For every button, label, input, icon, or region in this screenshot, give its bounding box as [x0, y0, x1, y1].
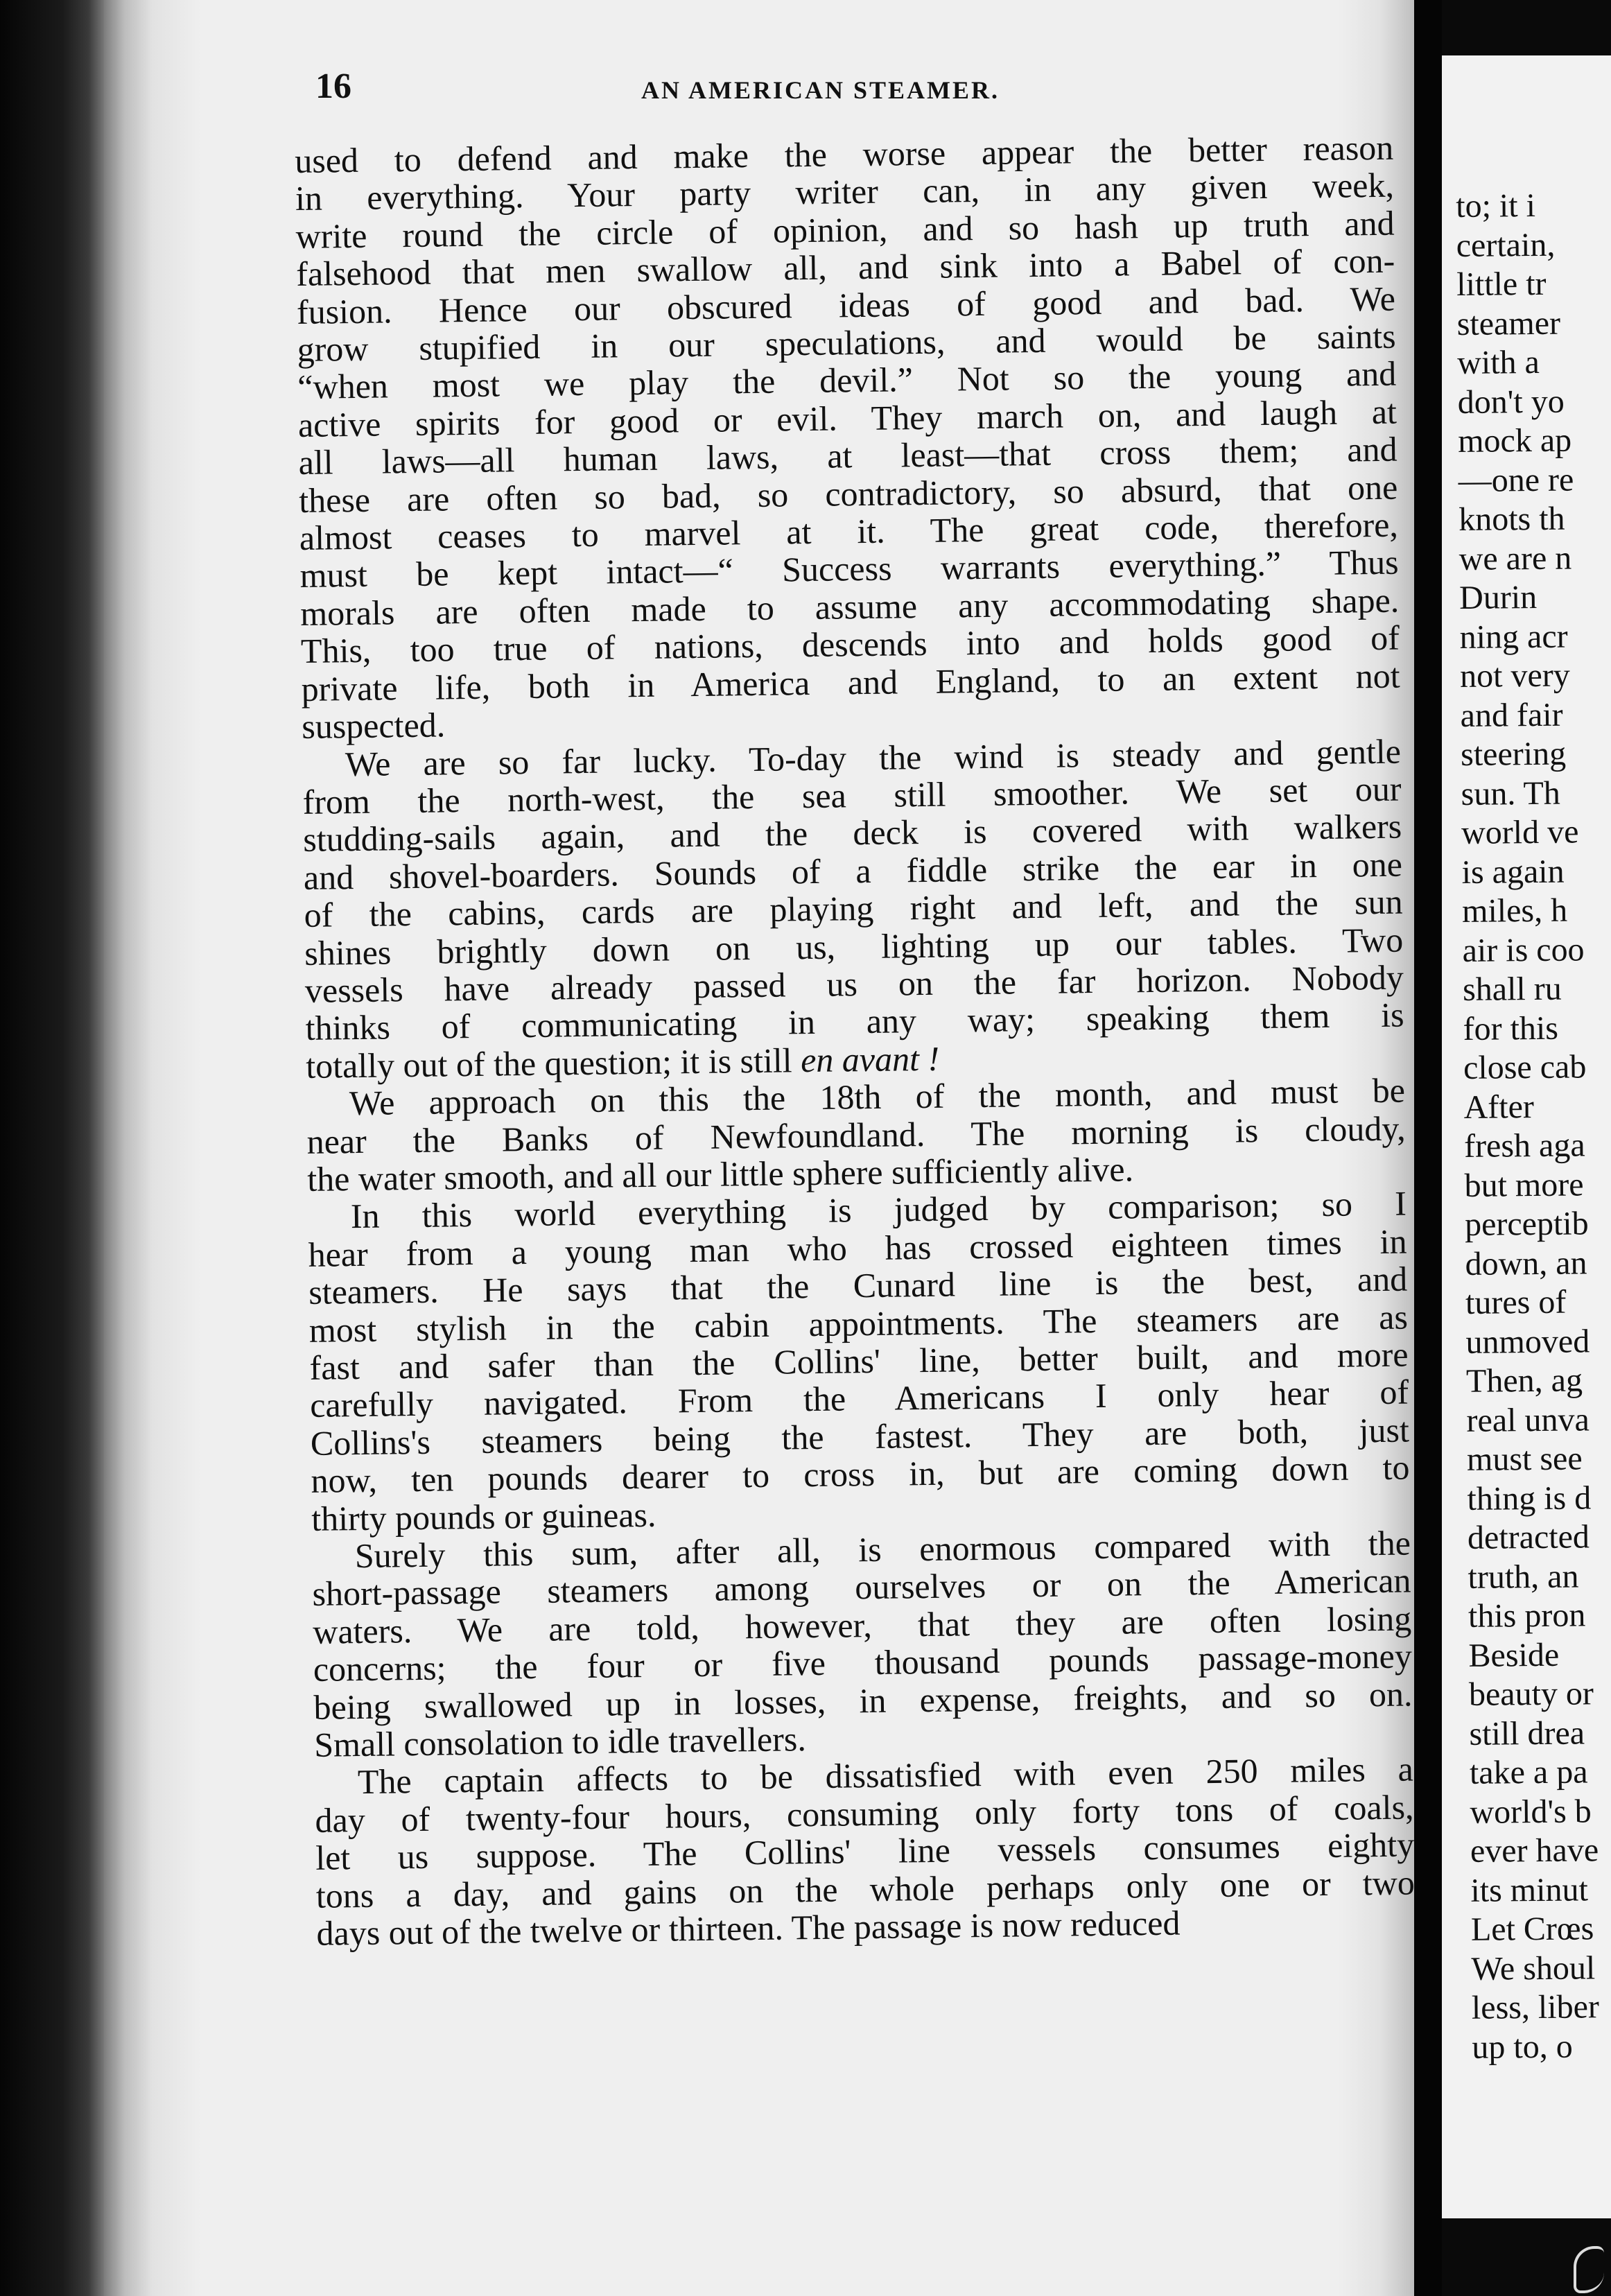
text-line: miles, h [1461, 892, 1568, 930]
text-line: near the Banks of Newfoundland. The morning is cloudy, [306, 1108, 1406, 1161]
text-line: shall ru [1462, 970, 1562, 1008]
text-line: studding-sails again, and the deck is covered with walkers [302, 806, 1402, 860]
right-page-fragment [1456, 186, 1611, 2067]
text-line: mock ap [1457, 421, 1572, 460]
text-line: waters. We are told, however, that they are often losing [312, 1599, 1412, 1651]
page-gutter [1414, 0, 1442, 2296]
text-line: with a [1456, 343, 1540, 381]
text-line: in everything. Your party writer can, in any given week, [295, 166, 1395, 218]
text-line: truth, an [1468, 1558, 1579, 1596]
text-line: active spirits for good or evil. They march on, and laugh at [297, 392, 1397, 444]
text-line: beauty or [1468, 1675, 1594, 1713]
text-line: private life, both in America and England, to an extent not [301, 656, 1400, 708]
paragraph [295, 129, 1401, 746]
text-line: don't yo [1457, 383, 1565, 421]
text-line: carefully navigated. From the Americans I only hear of [309, 1372, 1409, 1425]
text-line: fast and safer than the Collins' line, better built, and more [309, 1334, 1409, 1387]
text-line: detracted [1467, 1518, 1590, 1556]
text-line: now, ten pounds dearer to cross in, but are coming down to [311, 1447, 1410, 1501]
text-line: tons a day, and gains on the whole perhaps only one or two [315, 1863, 1416, 1915]
text-line: ever have [1470, 1832, 1599, 1870]
text-line: most stylish in the cabin appointments. The steamers are as [308, 1297, 1409, 1350]
text-line: from the north-west, the sea still smoother. We set our [302, 769, 1402, 821]
text-line: We shoul [1471, 1949, 1596, 1988]
text-line: falsehood that men swallow all, and sink into a Babel of con- [295, 241, 1395, 294]
text-line: its minut [1470, 1870, 1589, 1909]
italic-phrase: en avant ! [800, 1038, 940, 1079]
text-line: must be kept intact—“ Success warrants everything.” Thus [299, 543, 1399, 595]
text-line: being swallowed up in losses, in expense, freights, and so on. [313, 1674, 1413, 1727]
text-line: the water smooth, and all our little sphere sufficiently alive. [306, 1149, 1134, 1199]
text-line: We are so far lucky. To-day the wind is steady and gentle [345, 731, 1402, 783]
paragraph [308, 1185, 1411, 1538]
page-number: 16 [315, 67, 351, 106]
text-line: Let Crœs [1470, 1910, 1594, 1948]
text-line: almost ceases to marvel at it. The great code, therefore, [299, 505, 1399, 558]
text-line: close cab [1463, 1048, 1587, 1086]
text-line: certain, [1456, 226, 1556, 264]
text-line: concerns; the four or five thousand pounds passage-money [313, 1636, 1413, 1689]
left-page-body [295, 129, 1416, 1953]
text-line: is again [1461, 853, 1565, 891]
page-title: AN AMERICAN STEAMER. [641, 76, 1000, 104]
text-line: fresh aga [1463, 1127, 1585, 1165]
text-line: Collins's steamers being the fastest. They are both, just [310, 1410, 1410, 1463]
text-line: thirty pounds or guineas. [311, 1495, 656, 1538]
paragraph [312, 1524, 1413, 1764]
text-line: This, too true of nations, descends into and holds good of [300, 618, 1400, 671]
paragraph [306, 1072, 1407, 1199]
text-line: to; it i [1456, 186, 1536, 225]
text-line: we are n [1458, 539, 1572, 577]
text-line: thinks of communicating in any way; speaking them is [305, 995, 1404, 1048]
text-line: —one re [1458, 461, 1574, 499]
text-line: write round the circle of opinion, and so hash up truth and [295, 203, 1395, 256]
text-line: thing is d [1467, 1479, 1592, 1517]
text-line: air is coo [1462, 930, 1585, 969]
text-line: Then, ag [1465, 1362, 1583, 1400]
text-line: short-passage steamers among ourselves or on the American [312, 1560, 1411, 1614]
text-line: less, liber [1471, 1988, 1600, 2026]
text-line: real unva [1466, 1400, 1590, 1439]
text-line: steamer [1456, 304, 1561, 342]
text-line: take a pa [1469, 1753, 1588, 1791]
text-line: used to defend and make the worse appear the better reason [294, 128, 1394, 180]
text-line: Durin [1458, 579, 1538, 616]
text-line: Beside [1468, 1636, 1560, 1674]
text-line: let us suppose. The Collins' line vessels consumes eighty [315, 1825, 1415, 1878]
paragraph [302, 732, 1405, 1085]
text-line: and fair [1460, 696, 1563, 734]
text-line: down, an [1465, 1244, 1587, 1282]
text-line: all laws—all human laws, at least—that cross them; and [298, 429, 1397, 482]
text-line: these are often so bad, so contradictory, so absurd, that one [298, 467, 1398, 520]
text-line: suspected. [301, 705, 446, 747]
text-line: After [1463, 1088, 1535, 1126]
text-line: hear from a young man who has crossed eighteen times in [308, 1221, 1407, 1274]
text-line: and shovel-boarders. Sounds of a fiddle strike the ear in one [303, 844, 1403, 897]
text-line: for this [1463, 1009, 1559, 1047]
text-line: but more [1464, 1165, 1584, 1204]
text-line: totally out of the question; it is still en avant ! [305, 1038, 940, 1086]
text-line: still drea [1469, 1714, 1585, 1753]
text-line: We approach on this the 18th of the month, and must be [349, 1070, 1406, 1123]
paragraph [315, 1750, 1416, 1952]
text-line: vessels have already passed us on the far horizon. Nobody [304, 957, 1404, 1010]
text-line: tures of [1465, 1283, 1567, 1321]
text-line: unmoved [1465, 1322, 1590, 1361]
text-line: world ve [1461, 813, 1579, 851]
text-line: steering [1460, 735, 1567, 773]
text-line: this pron [1468, 1597, 1586, 1635]
text-line: The captain affects to be dissatisfied with even 250 miles a [357, 1749, 1414, 1802]
text-line: “when most we play the devil.” Not so the young and [297, 354, 1397, 407]
text-line: world's b [1470, 1792, 1592, 1831]
text-line: ning acr [1459, 618, 1568, 656]
text-line: not very [1459, 656, 1571, 695]
text-line: grow stupified in our speculations, and would be saints [297, 316, 1396, 369]
text-line: morals are often made to assume any accommodating shape. [299, 580, 1400, 633]
text-line: sun. Th [1461, 774, 1561, 812]
text-line: steamers. He says that the Cunard line is the best, and [308, 1259, 1408, 1312]
text-line: of the cabins, cards are playing right and left, and the sun [304, 882, 1403, 935]
film-border [0, 0, 104, 2296]
text-line: up to, o [1472, 2028, 1573, 2066]
text-line: knots th [1458, 500, 1565, 538]
text-line: perceptib [1464, 1205, 1589, 1243]
text-line: must see [1466, 1440, 1583, 1478]
text-line: little tr [1456, 265, 1547, 303]
text-line: days out of the twelve or thirteen. The passage is now reduced [316, 1903, 1181, 1953]
text-line: Small consolation to idle travellers. [313, 1719, 807, 1764]
text-line: fusion. Hence our obscured ideas of good and bad. We [296, 279, 1396, 331]
text-line: Surely this sum, after all, is enormous compared with the [354, 1523, 1411, 1576]
running-head [315, 66, 1355, 114]
text-line: day of twenty-four hours, consuming only forty tons of coals, [315, 1787, 1414, 1840]
text-line: shines brightly down on us, lighting up our tables. Two [304, 920, 1404, 973]
text-line: In this world everything is judged by comparison; so I [350, 1183, 1407, 1236]
